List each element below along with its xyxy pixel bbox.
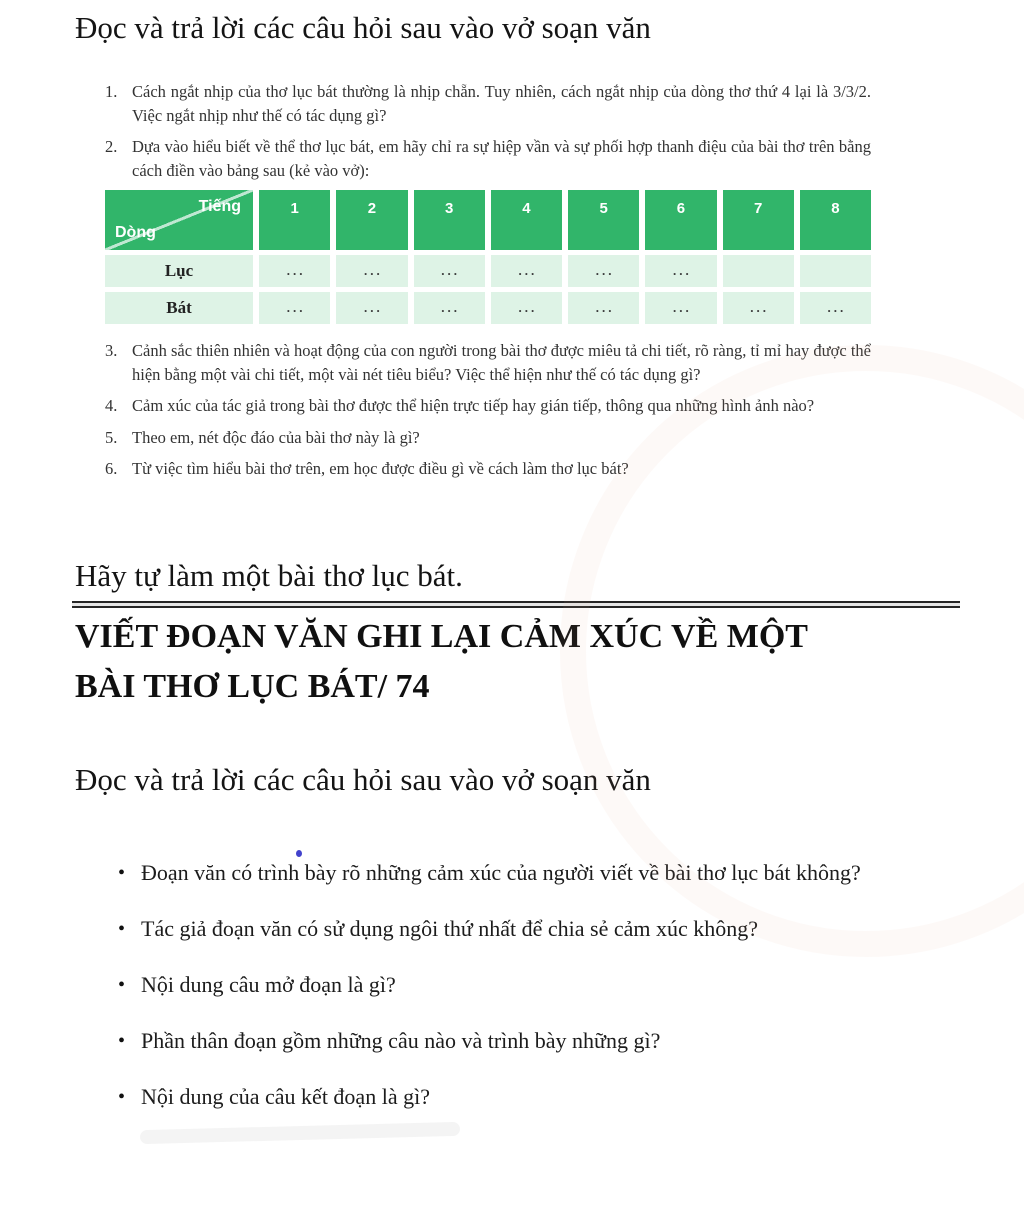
question-list	[105, 80, 871, 489]
question-text: Dựa vào hiểu biết về thể thơ lục bát, em hãy chỉ ra sự hiệp vần và sự phối hợp thanh điệu của bài thơ trên bằng cách điền vào bảng sau (kẻ vào vở):	[132, 137, 871, 180]
table-cell: ...	[645, 255, 716, 287]
bullet-text: Phần thân đoạn gồm những câu nào và trình bày những gì?	[141, 1028, 661, 1053]
question-item-4	[105, 394, 871, 418]
question-text: Cảnh sắc thiên nhiên và hoạt động của con người trong bài thơ được miêu tả chi tiết, rõ ràng, tỉ mỉ hay được thể hiện bằng một vài chi tiết, một vài nét tiêu biểu? Việc thể hiện như thế có tác dụng gì?	[132, 341, 871, 384]
bullet-text: Tác giả đoạn văn có sử dụng ngôi thứ nhất để chia sẻ cảm xúc không?	[141, 916, 759, 941]
table-cell: ...	[414, 255, 485, 287]
bullet-icon: •	[118, 1030, 126, 1052]
question-text: Cách ngắt nhịp của thơ lục bát thường là nhịp chẵn. Tuy nhiên, cách ngắt nhịp của dòng thơ thứ 4 lại là 3/3/2. Việc ngắt nhịp như thế có tác dụng gì?	[132, 82, 871, 125]
row-label: Lục	[105, 255, 253, 287]
bullet-item-2	[118, 914, 918, 944]
question-number: 5.	[105, 427, 118, 447]
column-header: 2	[336, 190, 407, 250]
task-heading-make-poem: Hãy tự làm một bài thơ lục bát.	[75, 558, 463, 593]
table-cell: ...	[723, 292, 794, 324]
section-title-line-1: VIẾT ĐOẠN VĂN GHI LẠI CẢM XÚC VỀ MỘT	[75, 618, 808, 655]
table-cell: ...	[645, 292, 716, 324]
question-item-3	[105, 339, 871, 386]
bullet-item-3	[118, 970, 918, 1000]
column-header: 8	[800, 190, 871, 250]
rhyme-tone-table	[105, 190, 871, 324]
question-number: 3.	[105, 341, 118, 360]
table-header-row	[105, 190, 871, 250]
column-header: 7	[723, 190, 794, 250]
bullet-icon: •	[118, 1086, 126, 1108]
bullet-item-4	[118, 1026, 918, 1056]
question-number: 6.	[105, 459, 118, 478]
table-cell: ...	[259, 255, 330, 287]
question-item-1	[105, 80, 871, 127]
table-cell: ...	[336, 255, 407, 287]
bullet-text: Đoạn văn có trình bày rõ những cảm xúc của người viết về bài thơ lục bát không?	[141, 860, 861, 885]
bullet-question-list	[118, 858, 918, 1138]
table-cell: ...	[414, 292, 485, 324]
section-title-write-paragraph	[75, 612, 975, 712]
question-item-6	[105, 457, 871, 481]
question-item-2	[105, 135, 871, 182]
page-title-repeat: Đọc và trả lời các câu hỏi sau vào vở soạn văn	[75, 762, 651, 797]
table-cell: ...	[491, 292, 562, 324]
table-cell: ...	[800, 292, 871, 324]
bullet-item-5	[118, 1082, 918, 1112]
question-text: Từ việc tìm hiểu bài thơ trên, em học được điều gì về cách làm thơ lục bát?	[132, 459, 629, 478]
question-number: 1.	[105, 82, 118, 101]
question-number: 4.	[105, 396, 118, 415]
question-text: Cảm xúc của tác giả trong bài thơ được thể hiện trực tiếp hay gián tiếp, thông qua những hình ảnh nào?	[132, 396, 815, 415]
table-corner-cell	[105, 190, 253, 250]
page-title: Đọc và trả lời các câu hỏi sau vào vở soạn văn	[75, 10, 651, 45]
table-cell: ...	[568, 255, 639, 287]
column-header: 6	[645, 190, 716, 250]
column-header: 1	[259, 190, 330, 250]
corner-label-tieng: Tiếng	[198, 198, 241, 215]
bullet-text: Nội dung câu mở đoạn là gì?	[141, 972, 396, 997]
table-cell	[723, 255, 794, 287]
table-cell: ...	[491, 255, 562, 287]
table-cell	[800, 255, 871, 287]
bullet-icon: •	[118, 918, 126, 940]
table-row-bat	[105, 292, 871, 324]
column-header: 4	[491, 190, 562, 250]
question-text: Theo em, nét độc đáo của bài thơ này là gì?	[132, 427, 420, 447]
bullet-icon: •	[118, 974, 126, 996]
table-cell: ...	[259, 292, 330, 324]
bullet-icon: •	[118, 862, 126, 884]
bullet-text: Nội dung của câu kết đoạn là gì?	[141, 1084, 430, 1109]
question-item-5	[105, 426, 871, 450]
section-divider	[72, 601, 960, 608]
table-cell: ...	[336, 292, 407, 324]
section-title-line-2: BÀI THƠ LỤC BÁT/ 74	[75, 668, 430, 705]
table-row-luc	[105, 255, 871, 287]
row-label: Bát	[105, 292, 253, 324]
corner-label-dong: Dòng	[115, 224, 156, 241]
column-header: 3	[414, 190, 485, 250]
stray-ink-mark	[296, 850, 302, 857]
column-header: 5	[568, 190, 639, 250]
bullet-item-1	[118, 858, 918, 888]
question-number: 2.	[105, 137, 118, 156]
table-cell: ...	[568, 292, 639, 324]
